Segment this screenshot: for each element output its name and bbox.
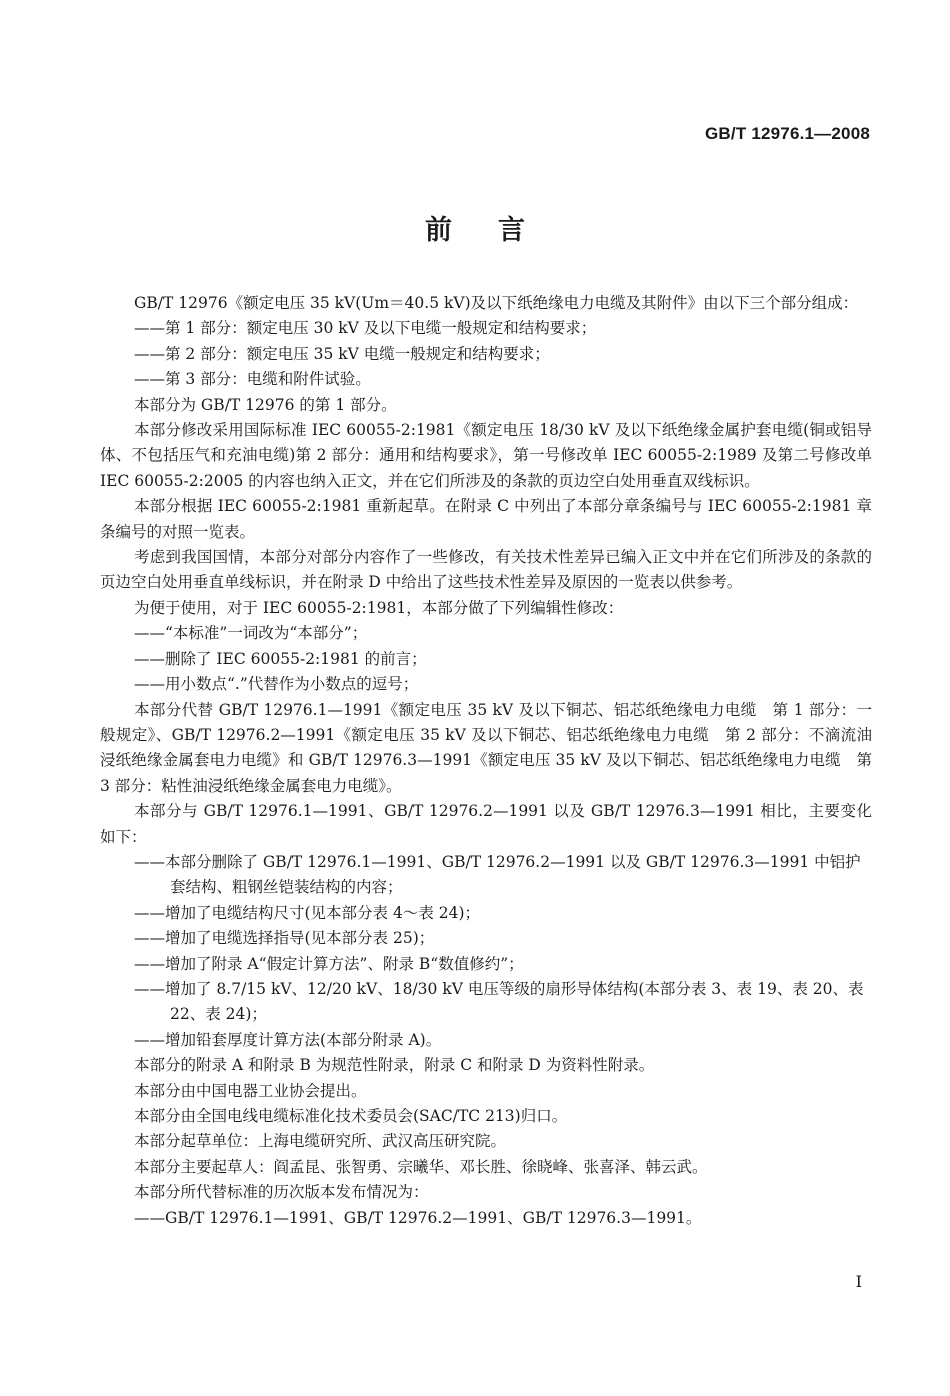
paragraph: 本部分的附录 A 和附录 B 为规范性附录，附录 C 和附录 D 为资料性附录。 [134, 1056, 655, 1075]
list-item: ——本部分删除了 GB/T 12976.1—1991、GB/T 12976.2—1991 以及 GB/T 12976.3—1991 中铝护套结构、粗钢丝铠装结构的内容； [134, 852, 861, 897]
list-item-part3: ——第 3 部分：电缆和附件试验。 [134, 370, 371, 389]
paragraph: 本部分与 GB/T 12976.1—1991、GB/T 12976.2—1991 以及 GB/T 12976.3—1991 相比，主要变化如下： [100, 802, 872, 846]
paragraph: 本部分起草单位：上海电缆研究所、武汉高压研究院。 [134, 1132, 507, 1151]
paragraph: 考虑到我国国情，本部分对部分内容作了一些修改，有关技术性差异已编入正文中并在它们所涉及的条款的页边空白处用垂直单线标识，并在附录 D 中给出了这些技术性差异及原因的一览表以供参考。 [100, 548, 872, 592]
list-item: ——“本标准”一词改为“本部分”； [134, 624, 368, 643]
list-item: ——增加了电缆选择指导(见本部分表 25)； [134, 929, 435, 948]
list-item: ——GB/T 12976.1—1991、GB/T 12976.2—1991、GB/T 12976.3—1991。 [134, 1208, 702, 1227]
page-title: 前言 [425, 215, 571, 246]
paragraph: 本部分修改采用国际标准 IEC 60055-2:1981《额定电压 18/30 kV 及以下纸绝缘金属护套电缆(铜或铝导体、不包括压气和充油电缆)第 2 部分：通用和结构要求》，第一号修改单 IEC 60055-2:1989 及第二号修改单 IEC 60055-2:2005 的内容也纳入正文，并在它们所涉及的条款的页边空白处用垂直双线标识。 [100, 421, 872, 490]
paragraph: 为便于使用，对于 IEC 60055-2:1981，本部分做了下列编辑性修改： [134, 598, 624, 617]
paragraph: 本部分由中国电器工业协会提出。 [134, 1081, 367, 1100]
paragraph: 本部分主要起草人：阎孟昆、张智勇、宗曦华、邓长胜、徐晓峰、张喜泽、韩云武。 [134, 1157, 708, 1176]
paragraph: 本部分为 GB/T 12976 的第 1 部分。 [134, 395, 397, 414]
list-item-part1: ——第 1 部分：额定电压 30 kV 及以下电缆一般规定和结构要求； [134, 319, 597, 338]
list-item-part2: ——第 2 部分：额定电压 35 kV 电缆一般规定和结构要求； [134, 344, 550, 363]
list-item: ——用小数点“.”代替作为小数点的逗号； [134, 675, 419, 694]
list-item: ——删除了 IEC 60055-2:1981 的前言； [134, 649, 427, 668]
paragraph: 本部分所代替标准的历次版本发布情况为： [134, 1183, 429, 1202]
list-item: ——增加了电缆结构尺寸(见本部分表 4～表 24)； [134, 903, 481, 922]
page-number: I [855, 1272, 862, 1291]
paragraph-intro: GB/T 12976《额定电压 35 kV(Um＝40.5 kV)及以下纸绝缘电力电缆及其附件》由以下三个部分组成： [134, 294, 859, 312]
paragraph: 本部分根据 IEC 60055-2:1981 重新起草。在附录 C 中列出了本部分章条编号与 IEC 60055-2:1981 章条编号的对照一览表。 [100, 497, 872, 541]
list-item: ——增加了附录 A“假定计算方法”、附录 B“数值修约”； [134, 954, 524, 973]
standard-code: GB/T 12976.1—2008 [705, 124, 870, 143]
paragraph: 本部分代替 GB/T 12976.1—1991《额定电压 35 kV 及以下铜芯、铝芯纸绝缘电力电缆 第 1 部分：一般规定》、GB/T 12976.2—1991《额定电压 35 kV 及以下铜芯、铝芯纸绝缘电力电缆 第 2 部分：不滴流油浸纸绝缘金属套电力电缆》和 GB/T 12976.3—1991《额定电压 35 kV 及以下铜芯、铝芯纸绝缘电力电缆 第 3 部分：粘性油浸纸绝缘金属套电力电缆》。 [100, 700, 872, 795]
list-item: ——增加铅套厚度计算方法(本部分附录 A)。 [134, 1030, 442, 1049]
list-item: ——增加了 8.7/15 kV、12/20 kV、18/30 kV 电压等级的扇形导体结构(本部分表 3、表 19、表 20、表 22、表 24)； [134, 979, 864, 1024]
foreword-body [100, 291, 872, 1231]
paragraph: 本部分由全国电线电缆标准化技术委员会(SAC/TC 213)归口。 [134, 1107, 568, 1125]
